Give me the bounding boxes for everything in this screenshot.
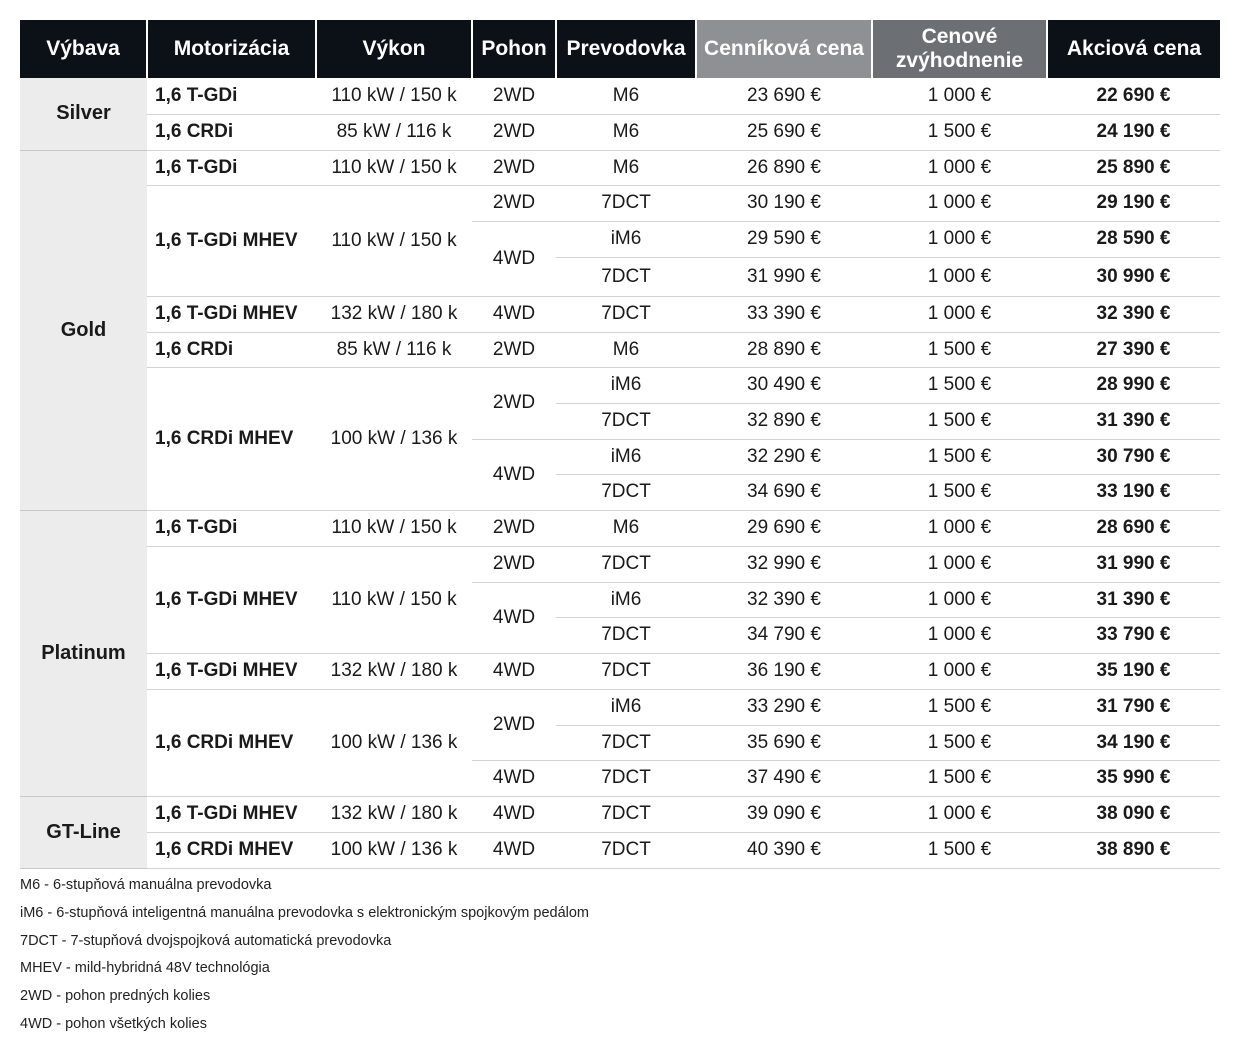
drive-cell: 2WD bbox=[472, 114, 556, 150]
promo-price-cell: 33 790 € bbox=[1047, 617, 1220, 653]
engine-cell: 1,6 T-GDi MHEV bbox=[147, 653, 316, 689]
gearbox-cell: iM6 bbox=[556, 367, 696, 403]
table-row bbox=[20, 689, 1220, 725]
list-price-cell: 34 790 € bbox=[696, 617, 872, 653]
list-price-cell: 32 390 € bbox=[696, 582, 872, 617]
power-cell: 110 kW / 150 k bbox=[316, 510, 472, 546]
gearbox-cell: M6 bbox=[556, 150, 696, 185]
power-cell: 100 kW / 136 k bbox=[316, 367, 472, 510]
gearbox-cell: 7DCT bbox=[556, 185, 696, 221]
discount-cell: 1 500 € bbox=[872, 367, 1047, 403]
table-row bbox=[20, 832, 1220, 868]
table-row bbox=[20, 150, 1220, 185]
table-row bbox=[20, 332, 1220, 367]
gearbox-cell: 7DCT bbox=[556, 617, 696, 653]
table-body bbox=[20, 78, 1220, 868]
drive-cell: 2WD bbox=[472, 185, 556, 221]
list-price-cell: 33 290 € bbox=[696, 689, 872, 725]
engine-cell: 1,6 T-GDi MHEV bbox=[147, 185, 316, 296]
drive-cell: 4WD bbox=[472, 832, 556, 868]
discount-cell: 1 000 € bbox=[872, 185, 1047, 221]
table-row bbox=[20, 296, 1220, 332]
engine-cell: 1,6 T-GDi MHEV bbox=[147, 546, 316, 653]
engine-cell: 1,6 T-GDi MHEV bbox=[147, 796, 316, 832]
table-row bbox=[20, 510, 1220, 546]
header-discount: Cenové zvýhodnenie bbox=[872, 20, 1047, 78]
table-row bbox=[20, 114, 1220, 150]
promo-price-cell: 34 190 € bbox=[1047, 725, 1220, 760]
gearbox-cell: 7DCT bbox=[556, 403, 696, 439]
table-row bbox=[20, 185, 1220, 221]
gearbox-cell: iM6 bbox=[556, 439, 696, 474]
drive-cell: 2WD bbox=[472, 150, 556, 185]
discount-cell: 1 000 € bbox=[872, 510, 1047, 546]
table-header bbox=[20, 20, 1220, 78]
engine-cell: 1,6 CRDi MHEV bbox=[147, 367, 316, 510]
engine-cell: 1,6 CRDi MHEV bbox=[147, 832, 316, 868]
list-price-cell: 28 890 € bbox=[696, 332, 872, 367]
promo-price-cell: 35 190 € bbox=[1047, 653, 1220, 689]
list-price-cell: 29 690 € bbox=[696, 510, 872, 546]
power-cell: 110 kW / 150 k bbox=[316, 185, 472, 296]
promo-price-cell: 22 690 € bbox=[1047, 78, 1220, 114]
power-cell: 100 kW / 136 k bbox=[316, 832, 472, 868]
header-row bbox=[20, 20, 1220, 78]
header-vykon: Výkon bbox=[316, 20, 472, 78]
engine-cell: 1,6 T-GDi bbox=[147, 150, 316, 185]
table-row bbox=[20, 78, 1220, 114]
discount-cell: 1 000 € bbox=[872, 296, 1047, 332]
gearbox-cell: M6 bbox=[556, 78, 696, 114]
trim-cell: Platinum bbox=[20, 510, 147, 796]
drive-cell: 4WD bbox=[472, 439, 556, 510]
table-row bbox=[20, 653, 1220, 689]
list-price-cell: 40 390 € bbox=[696, 832, 872, 868]
list-price-cell: 37 490 € bbox=[696, 760, 872, 796]
discount-cell: 1 500 € bbox=[872, 689, 1047, 725]
discount-cell: 1 000 € bbox=[872, 653, 1047, 689]
list-price-cell: 30 190 € bbox=[696, 185, 872, 221]
power-cell: 132 kW / 180 k bbox=[316, 653, 472, 689]
engine-cell: 1,6 CRDi bbox=[147, 114, 316, 150]
gearbox-cell: M6 bbox=[556, 114, 696, 150]
list-price-cell: 32 890 € bbox=[696, 403, 872, 439]
discount-cell: 1 500 € bbox=[872, 439, 1047, 474]
header-vybava: Výbava bbox=[20, 20, 147, 78]
gearbox-cell: 7DCT bbox=[556, 725, 696, 760]
drive-cell: 4WD bbox=[472, 760, 556, 796]
gearbox-cell: M6 bbox=[556, 510, 696, 546]
promo-price-cell: 24 190 € bbox=[1047, 114, 1220, 150]
drive-cell: 2WD bbox=[472, 546, 556, 582]
list-price-cell: 31 990 € bbox=[696, 257, 872, 296]
promo-price-cell: 31 790 € bbox=[1047, 689, 1220, 725]
table-row bbox=[20, 367, 1220, 403]
power-cell: 110 kW / 150 k bbox=[316, 546, 472, 653]
drive-cell: 4WD bbox=[472, 221, 556, 296]
promo-price-cell: 30 990 € bbox=[1047, 257, 1220, 296]
power-cell: 110 kW / 150 k bbox=[316, 150, 472, 185]
promo-price-cell: 31 390 € bbox=[1047, 582, 1220, 617]
header-promo-price: Akciová cena bbox=[1047, 20, 1220, 78]
promo-price-cell: 25 890 € bbox=[1047, 150, 1220, 185]
list-price-cell: 32 990 € bbox=[696, 546, 872, 582]
discount-cell: 1 000 € bbox=[872, 796, 1047, 832]
gearbox-cell: 7DCT bbox=[556, 546, 696, 582]
engine-cell: 1,6 T-GDi bbox=[147, 78, 316, 114]
power-cell: 110 kW / 150 k bbox=[316, 78, 472, 114]
list-price-cell: 33 390 € bbox=[696, 296, 872, 332]
power-cell: 85 kW / 116 k bbox=[316, 114, 472, 150]
header-pohon: Pohon bbox=[472, 20, 556, 78]
discount-cell: 1 500 € bbox=[872, 332, 1047, 367]
discount-cell: 1 500 € bbox=[872, 832, 1047, 868]
gearbox-cell: 7DCT bbox=[556, 257, 696, 296]
footnote: MHEV - mild-hybridná 48V technológia bbox=[20, 960, 270, 977]
list-price-cell: 34 690 € bbox=[696, 474, 872, 510]
engine-cell: 1,6 CRDi bbox=[147, 332, 316, 367]
list-price-cell: 29 590 € bbox=[696, 221, 872, 257]
price-table bbox=[20, 20, 1220, 869]
trim-cell: GT-Line bbox=[20, 796, 147, 868]
gearbox-cell: 7DCT bbox=[556, 296, 696, 332]
promo-price-cell: 28 590 € bbox=[1047, 221, 1220, 257]
discount-cell: 1 000 € bbox=[872, 582, 1047, 617]
footnote: M6 - 6-stupňová manuálna prevodovka bbox=[20, 877, 272, 893]
power-cell: 132 kW / 180 k bbox=[316, 796, 472, 832]
gearbox-cell: 7DCT bbox=[556, 832, 696, 868]
discount-cell: 1 000 € bbox=[872, 150, 1047, 185]
promo-price-cell: 35 990 € bbox=[1047, 760, 1220, 796]
table-row bbox=[20, 796, 1220, 832]
power-cell: 85 kW / 116 k bbox=[316, 332, 472, 367]
discount-cell: 1 000 € bbox=[872, 78, 1047, 114]
drive-cell: 2WD bbox=[472, 367, 556, 439]
promo-price-cell: 31 390 € bbox=[1047, 403, 1220, 439]
gearbox-cell: 7DCT bbox=[556, 474, 696, 510]
promo-price-cell: 38 090 € bbox=[1047, 796, 1220, 832]
promo-price-cell: 29 190 € bbox=[1047, 185, 1220, 221]
drive-cell: 2WD bbox=[472, 510, 556, 546]
promo-price-cell: 28 690 € bbox=[1047, 510, 1220, 546]
footnote: iM6 - 6-stupňová inteligentná manuálna prevodovka s elektronickým spojkovým pedálom bbox=[20, 904, 590, 921]
promo-price-cell: 27 390 € bbox=[1047, 332, 1220, 367]
list-price-cell: 35 690 € bbox=[696, 725, 872, 760]
promo-price-cell: 31 990 € bbox=[1047, 546, 1220, 582]
engine-cell: 1,6 T-GDi MHEV bbox=[147, 296, 316, 332]
discount-cell: 1 000 € bbox=[872, 617, 1047, 653]
gearbox-cell: 7DCT bbox=[556, 760, 696, 796]
list-price-cell: 36 190 € bbox=[696, 653, 872, 689]
drive-cell: 2WD bbox=[472, 332, 556, 367]
table-row bbox=[20, 546, 1220, 582]
list-price-cell: 23 690 € bbox=[696, 78, 872, 114]
gearbox-cell: 7DCT bbox=[556, 653, 696, 689]
discount-cell: 1 500 € bbox=[872, 403, 1047, 439]
discount-cell: 1 000 € bbox=[872, 221, 1047, 257]
footnote: 7DCT - 7-stupňová dvojspojková automatická prevodovka bbox=[20, 932, 392, 949]
discount-cell: 1 500 € bbox=[872, 474, 1047, 510]
engine-cell: 1,6 CRDi MHEV bbox=[147, 689, 316, 796]
header-list-price: Cenníková cena bbox=[696, 20, 872, 78]
promo-price-cell: 30 790 € bbox=[1047, 439, 1220, 474]
engine-cell: 1,6 T-GDi bbox=[147, 510, 316, 546]
drive-cell: 4WD bbox=[472, 796, 556, 832]
footnote: 4WD - pohon všetkých kolies bbox=[20, 1015, 207, 1032]
drive-cell: 2WD bbox=[472, 78, 556, 114]
list-price-cell: 32 290 € bbox=[696, 439, 872, 474]
footnotes bbox=[20, 872, 589, 1039]
list-price-cell: 39 090 € bbox=[696, 796, 872, 832]
gearbox-cell: iM6 bbox=[556, 689, 696, 725]
promo-price-cell: 33 190 € bbox=[1047, 474, 1220, 510]
footnote: 2WD - pohon predných kolies bbox=[20, 988, 211, 1005]
list-price-cell: 30 490 € bbox=[696, 367, 872, 403]
gearbox-cell: M6 bbox=[556, 332, 696, 367]
gearbox-cell: 7DCT bbox=[556, 796, 696, 832]
header-motorizacia: Motorizácia bbox=[147, 20, 316, 78]
trim-cell: Silver bbox=[20, 78, 147, 150]
gearbox-cell: iM6 bbox=[556, 582, 696, 617]
promo-price-cell: 28 990 € bbox=[1047, 367, 1220, 403]
drive-cell: 4WD bbox=[472, 582, 556, 653]
power-cell: 100 kW / 136 k bbox=[316, 689, 472, 796]
drive-cell: 4WD bbox=[472, 653, 556, 689]
discount-cell: 1 500 € bbox=[872, 725, 1047, 760]
drive-cell: 2WD bbox=[472, 689, 556, 760]
promo-price-cell: 38 890 € bbox=[1047, 832, 1220, 868]
trim-cell: Gold bbox=[20, 150, 147, 510]
discount-cell: 1 500 € bbox=[872, 114, 1047, 150]
list-price-cell: 25 690 € bbox=[696, 114, 872, 150]
gearbox-cell: iM6 bbox=[556, 221, 696, 257]
discount-cell: 1 000 € bbox=[872, 546, 1047, 582]
discount-cell: 1 500 € bbox=[872, 760, 1047, 796]
promo-price-cell: 32 390 € bbox=[1047, 296, 1220, 332]
drive-cell: 4WD bbox=[472, 296, 556, 332]
discount-cell: 1 000 € bbox=[872, 257, 1047, 296]
header-prevodovka: Prevodovka bbox=[556, 20, 696, 78]
list-price-cell: 26 890 € bbox=[696, 150, 872, 185]
power-cell: 132 kW / 180 k bbox=[316, 296, 472, 332]
